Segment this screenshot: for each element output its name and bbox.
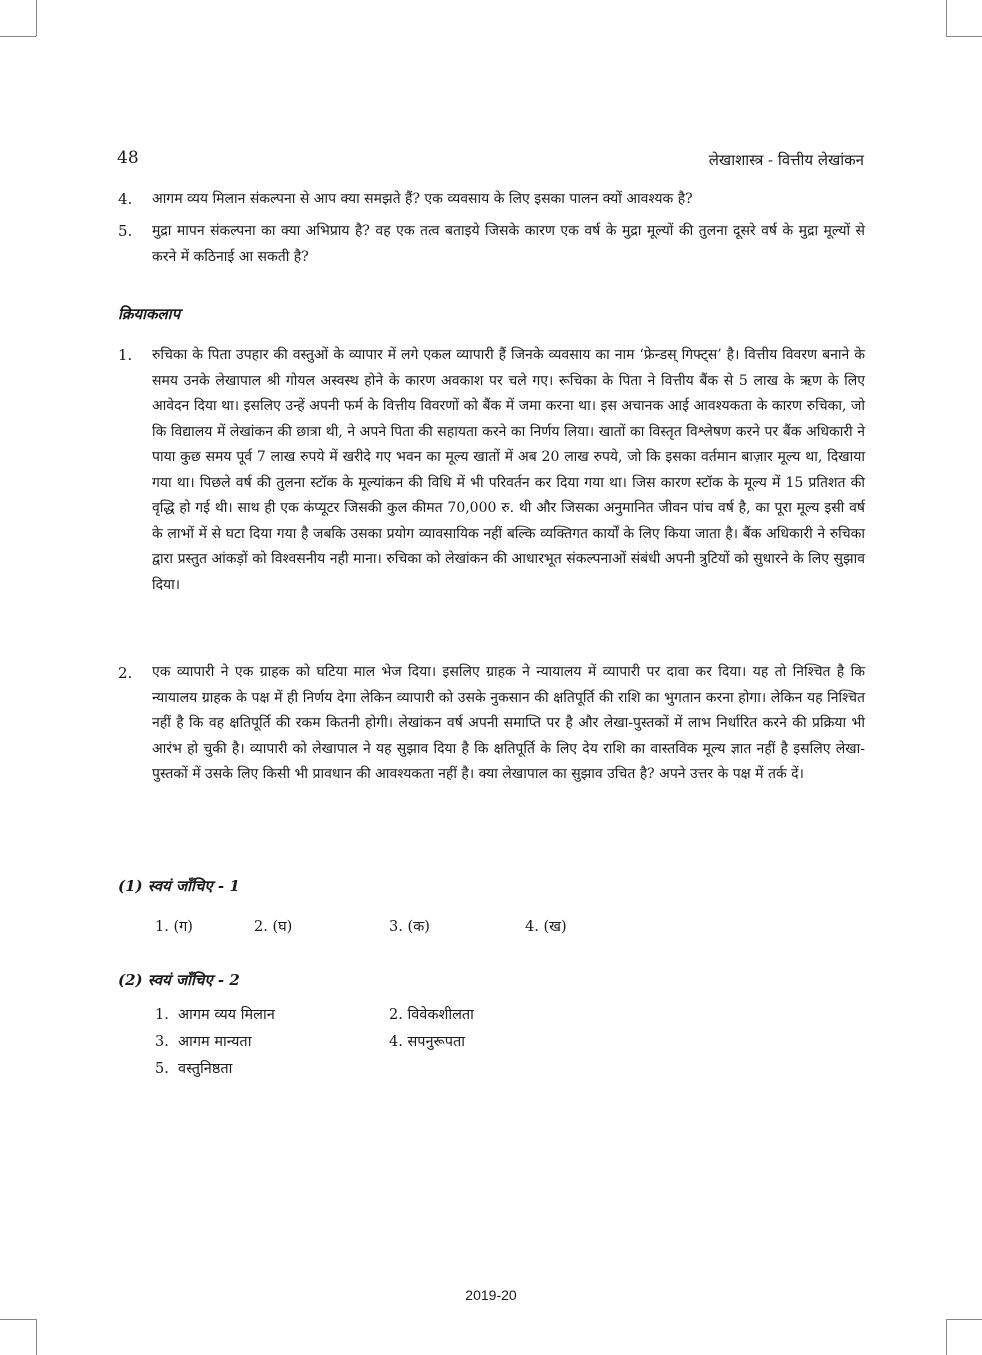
answer-item: 2. विवेकशीलता <box>389 1007 474 1023</box>
check-yourself-1-heading: (1) स्वयं जाँचिए - 1 <box>118 877 240 895</box>
running-title: लेखाशास्त्र - वित्तीय लेखांकन <box>708 151 864 169</box>
answer-item: 5. वस्तुनिष्ठता <box>155 1061 233 1077</box>
answer-item: 1. आगम व्यय मिलान <box>155 1007 275 1023</box>
crop-mark <box>946 1319 982 1320</box>
crop-mark <box>0 36 36 37</box>
activity-number: 1. <box>118 346 133 364</box>
answer-item: 2. (घ) <box>254 919 293 935</box>
crop-mark <box>946 1319 947 1355</box>
question-text: आगम व्यय मिलान संकल्पना से आप क्या समझते हैं? एक व्यवसाय के लिए इसका पालन क्यों आवश्यक है? <box>152 191 693 207</box>
question-number: 4. <box>118 190 133 208</box>
crop-mark <box>946 36 982 37</box>
answer-item: 4. सपनुरूपता <box>389 1034 466 1050</box>
check-yourself-2-heading: (2) स्वयं जाँचिए - 2 <box>118 971 240 989</box>
activity-text: एक व्यापारी ने एक ग्राहक को घटिया माल भेज दिया। इसलिए ग्राहक ने न्यायालय में व्यापारी पर दावा कर दिया। यह तो निश्चित है कि न्यायालय ग्राहक के पक्ष में ही निर्णय देगा लेकिन व्यापारी को उसके नुकसान की क्षतिपूर्ति की राशि का भुगतान करना होगा। लेकिन यह निश्चित नहीं है कि वह क्षतिपूर्ति की रकम कितनी होगी। लेखांकन वर्ष अपनी समाप्ति पर है और लेखा-पुस्तकों में लाभ निर्धारित करने की प्रक्रिया भी आरंभ हो चुकी है। व्यापारी को लेखापाल ने यह सुझाव दिया है कि क्षतिपूर्ति के लिए देय राशि का वास्तविक मूल्य ज्ञात नहीं है इसलिए लेखा-पुस्तकों में उसके लिए किसी भी प्रावधान की आवश्यकता नहीं है। क्या लेखापाल का सुझाव उचित है? अपने उत्तर के पक्ष में तर्क दें। <box>152 664 865 782</box>
answer-item: 3. (क) <box>389 919 430 935</box>
footer-year: 2019-20 <box>465 1287 517 1303</box>
question-number: 5. <box>118 222 133 240</box>
page-number: 48 <box>117 148 139 168</box>
activity-number: 2. <box>118 664 133 682</box>
activities-heading: क्रियाकलाप <box>118 305 181 323</box>
answer-item: 4. (ख) <box>525 919 567 935</box>
answer-item: 3. आगम मान्यता <box>155 1034 252 1050</box>
answer-item: 1. (ग) <box>155 919 193 935</box>
question-text: मुद्रा मापन संकल्पना का क्या अभिप्राय है? वह एक तत्व बताइये जिसके कारण एक वर्ष के मुद्रा मूल्यों की तुलना दूसरे वर्ष के मुद्रा मूल्यों से करने में कठिनाई आ सकती है? <box>152 223 865 265</box>
crop-mark <box>36 0 37 36</box>
crop-mark <box>0 1319 36 1320</box>
activity-text: रुचिका के पिता उपहार की वस्तुओं के व्यापार में लगे एकल व्यापारी हैं जिनके व्यवसाय का नाम ‘फ्रेन्डस् गिफ्ट्स’ है। वित्तीय विवरण बनाने के समय उनके लेखापाल श्री गोयल अस्वस्थ होने के कारण अवकाश पर चले गए। रूचिका के पिता ने वित्तीय बैंक से 5 लाख के ऋण के लिए आवेदन दिया था। इसलिए उन्हें अपनी फर्म के वित्तीय विवरणों को बैंक में जमा करना था। इस अचानक आई आवश्यकता के कारण रुचिका, जो कि विद्यालय में लेखांकन की छात्रा थी, ने अपने पिता की सहायता करने का निर्णय लिया। खातों का विस्तृत विश्लेषण करने पर बैंक अधिकारी ने पाया कुछ समय पूर्व 7 लाख रुपये में खरीदे गए भवन का मूल्य खातों में अब 20 लाख रुपये, जो कि इसका वर्तमान बाज़ार मूल्य था, दिखाया गया था। पिछले वर्ष की तुलना स्टॉक के मूल्यांकन की विधि में भी परिवर्तन कर दिया गया था। जिस कारण स्टॉक के मूल्य में 15 प्रतिशत की वृद्धि हो गई थी। साथ ही एक कंप्यूटर जिसकी कुल कीमत 70,000 रु. थी और जिसका अनुमानित जीवन पांच वर्ष है, का पूरा मूल्य इसी वर्ष के लाभों में से घटा दिया गया है जबकि उसका प्रयोग व्यावसायिक नहीं बल्कि व्यक्तिगत कार्यों के लिए किया जाता है। बैंक अधिकारी ने रुचिका द्वारा प्रस्तुत आंकड़ों को विश्वसनीय नही माना। रुचिका को लेखांकन की आधारभूत संकल्पनाओं संबंधी अपनी त्रुटियों को सुधारने के लिए सुझाव दिया। <box>152 347 865 593</box>
crop-mark <box>36 1319 37 1355</box>
crop-mark <box>946 0 947 36</box>
